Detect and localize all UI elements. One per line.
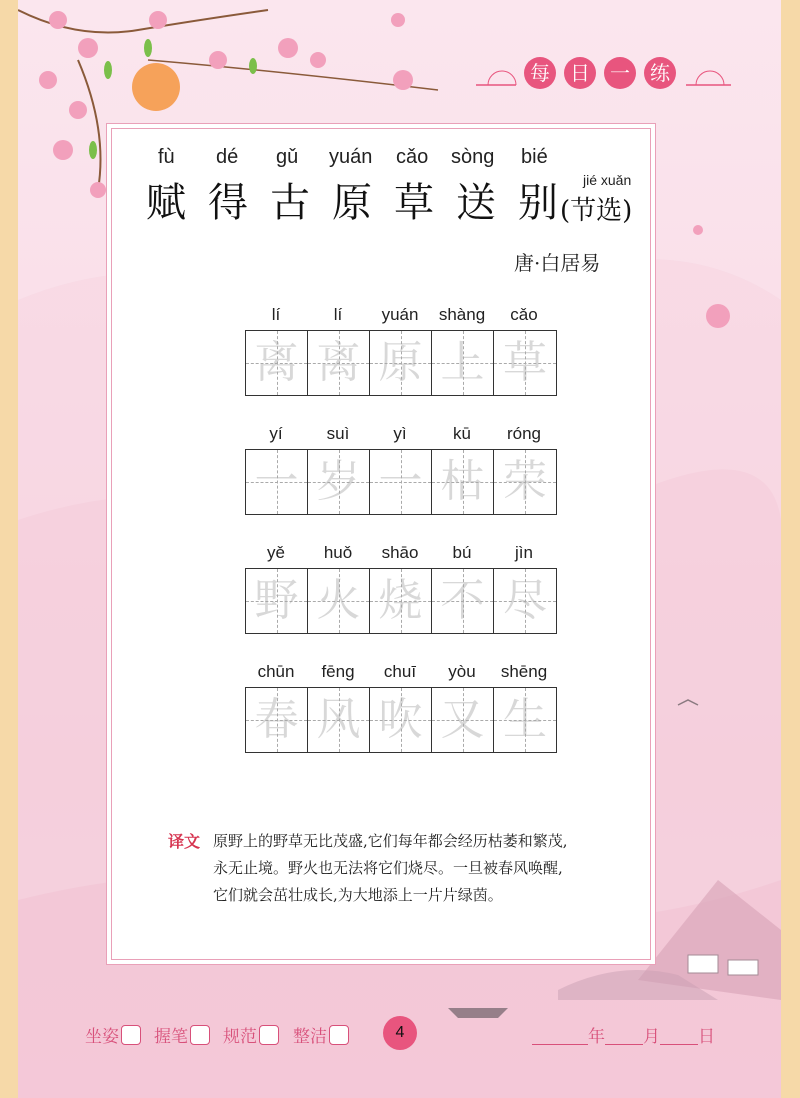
author: 唐·白居易 [514, 251, 601, 275]
char-pinyin: kū [453, 424, 471, 443]
translation-line: 原野上的野草无比茂盛,它们每年都会经历枯萎和繁茂, [213, 832, 568, 850]
title-char: 赋 [146, 180, 186, 226]
writing-cell[interactable]: 原 [370, 331, 432, 395]
char-pinyin: huǒ [323, 543, 353, 562]
banner-char: 练 [644, 57, 676, 89]
title-pinyin: yuán [329, 146, 373, 168]
writing-cell[interactable]: 荣 [494, 450, 556, 514]
title-char: 送 [456, 180, 496, 226]
year-label: 年 [588, 1027, 605, 1047]
standard-check [223, 1022, 279, 1047]
page-number: 4 [383, 1016, 417, 1050]
writing-cell[interactable]: 生 [494, 688, 556, 752]
translation-line: 它们就会茁壮成长,为大地添上一片片绿茵。 [213, 886, 503, 904]
grip-label: 握笔 [154, 1027, 188, 1047]
title-char: 古 [270, 180, 310, 226]
writing-cell[interactable]: 烧 [370, 569, 432, 633]
writing-grid [245, 330, 557, 396]
char-pinyin: lí [271, 305, 281, 324]
writing-cell[interactable]: 又 [432, 688, 494, 752]
char-pinyin: chūn [257, 662, 295, 681]
title-char: 得 [208, 180, 248, 226]
char-pinyin: shàng [438, 305, 486, 324]
writing-cell[interactable]: 岁 [308, 450, 370, 514]
month-label: 月 [643, 1027, 660, 1047]
char-pinyin: jìn [515, 543, 533, 562]
title-char: 别 [518, 180, 558, 226]
writing-cell[interactable]: 尽 [494, 569, 556, 633]
writing-cell[interactable]: 一 [246, 450, 308, 514]
title-pinyin: fù [158, 146, 175, 168]
day-blank[interactable] [660, 1026, 698, 1045]
banner-char: 每 [524, 57, 556, 89]
month-blank[interactable] [605, 1026, 643, 1045]
char-pinyin: lí [333, 305, 343, 324]
grip-checkbox[interactable] [190, 1025, 210, 1045]
standard-label: 规范 [223, 1027, 257, 1047]
title-pinyin: cǎo [396, 146, 429, 168]
char-pinyin: chuī [383, 662, 417, 681]
writing-cell[interactable]: 吹 [370, 688, 432, 752]
char-pinyin: yì [393, 424, 407, 443]
standard-checkbox[interactable] [259, 1025, 279, 1045]
posture-label: 坐姿 [85, 1027, 119, 1047]
char-pinyin: shēng [500, 662, 548, 681]
char-pinyin: shāo [381, 543, 419, 562]
title-pinyin: bié [521, 146, 548, 168]
banner-char: 日 [564, 57, 596, 89]
title-pinyin: sòng [451, 146, 495, 168]
char-pinyin: cǎo [510, 305, 538, 324]
writing-cell[interactable]: 离 [308, 331, 370, 395]
char-pinyin: yuán [381, 305, 419, 324]
writing-cell[interactable]: 不 [432, 569, 494, 633]
date-field [532, 1022, 715, 1047]
writing-grid [245, 687, 557, 753]
writing-cell[interactable]: 火 [308, 569, 370, 633]
title-pinyin: gǔ [276, 146, 299, 168]
daily-practice-banner [476, 55, 746, 95]
neatness-label: 整洁 [293, 1027, 327, 1047]
title-char: 草 [394, 180, 434, 226]
writing-cell[interactable]: 一 [370, 450, 432, 514]
char-pinyin: suì [326, 424, 350, 443]
neatness-check [293, 1022, 349, 1047]
char-pinyin: fēng [321, 662, 355, 681]
writing-cell[interactable]: 春 [246, 688, 308, 752]
posture-check [85, 1022, 141, 1047]
char-pinyin: yě [267, 543, 285, 562]
excerpt-note: (节选) [560, 196, 633, 226]
day-label: 日 [698, 1027, 715, 1047]
neatness-checkbox[interactable] [329, 1025, 349, 1045]
excerpt-pinyin: jié xuǎn [583, 172, 632, 188]
grip-check [154, 1022, 210, 1047]
writing-cell[interactable]: 上 [432, 331, 494, 395]
writing-cell[interactable]: 风 [308, 688, 370, 752]
translation-line: 永无止境。野火也无法将它们烧尽。一旦被春风唤醒, [213, 859, 563, 877]
writing-cell[interactable]: 草 [494, 331, 556, 395]
char-pinyin: yí [269, 424, 283, 443]
year-blank[interactable] [532, 1026, 588, 1045]
translation-label: 译文 [168, 832, 201, 851]
posture-checkbox[interactable] [121, 1025, 141, 1045]
writing-cell[interactable]: 离 [246, 331, 308, 395]
writing-grid [245, 568, 557, 634]
char-pinyin: róng [506, 424, 542, 443]
title-char: 原 [332, 180, 372, 226]
banner-char: 一 [604, 57, 636, 89]
writing-cell[interactable]: 野 [246, 569, 308, 633]
title-pinyin: dé [216, 146, 239, 168]
writing-grid [245, 449, 557, 515]
char-pinyin: bú [452, 543, 472, 562]
char-pinyin: yòu [448, 662, 476, 681]
writing-cell[interactable]: 枯 [432, 450, 494, 514]
